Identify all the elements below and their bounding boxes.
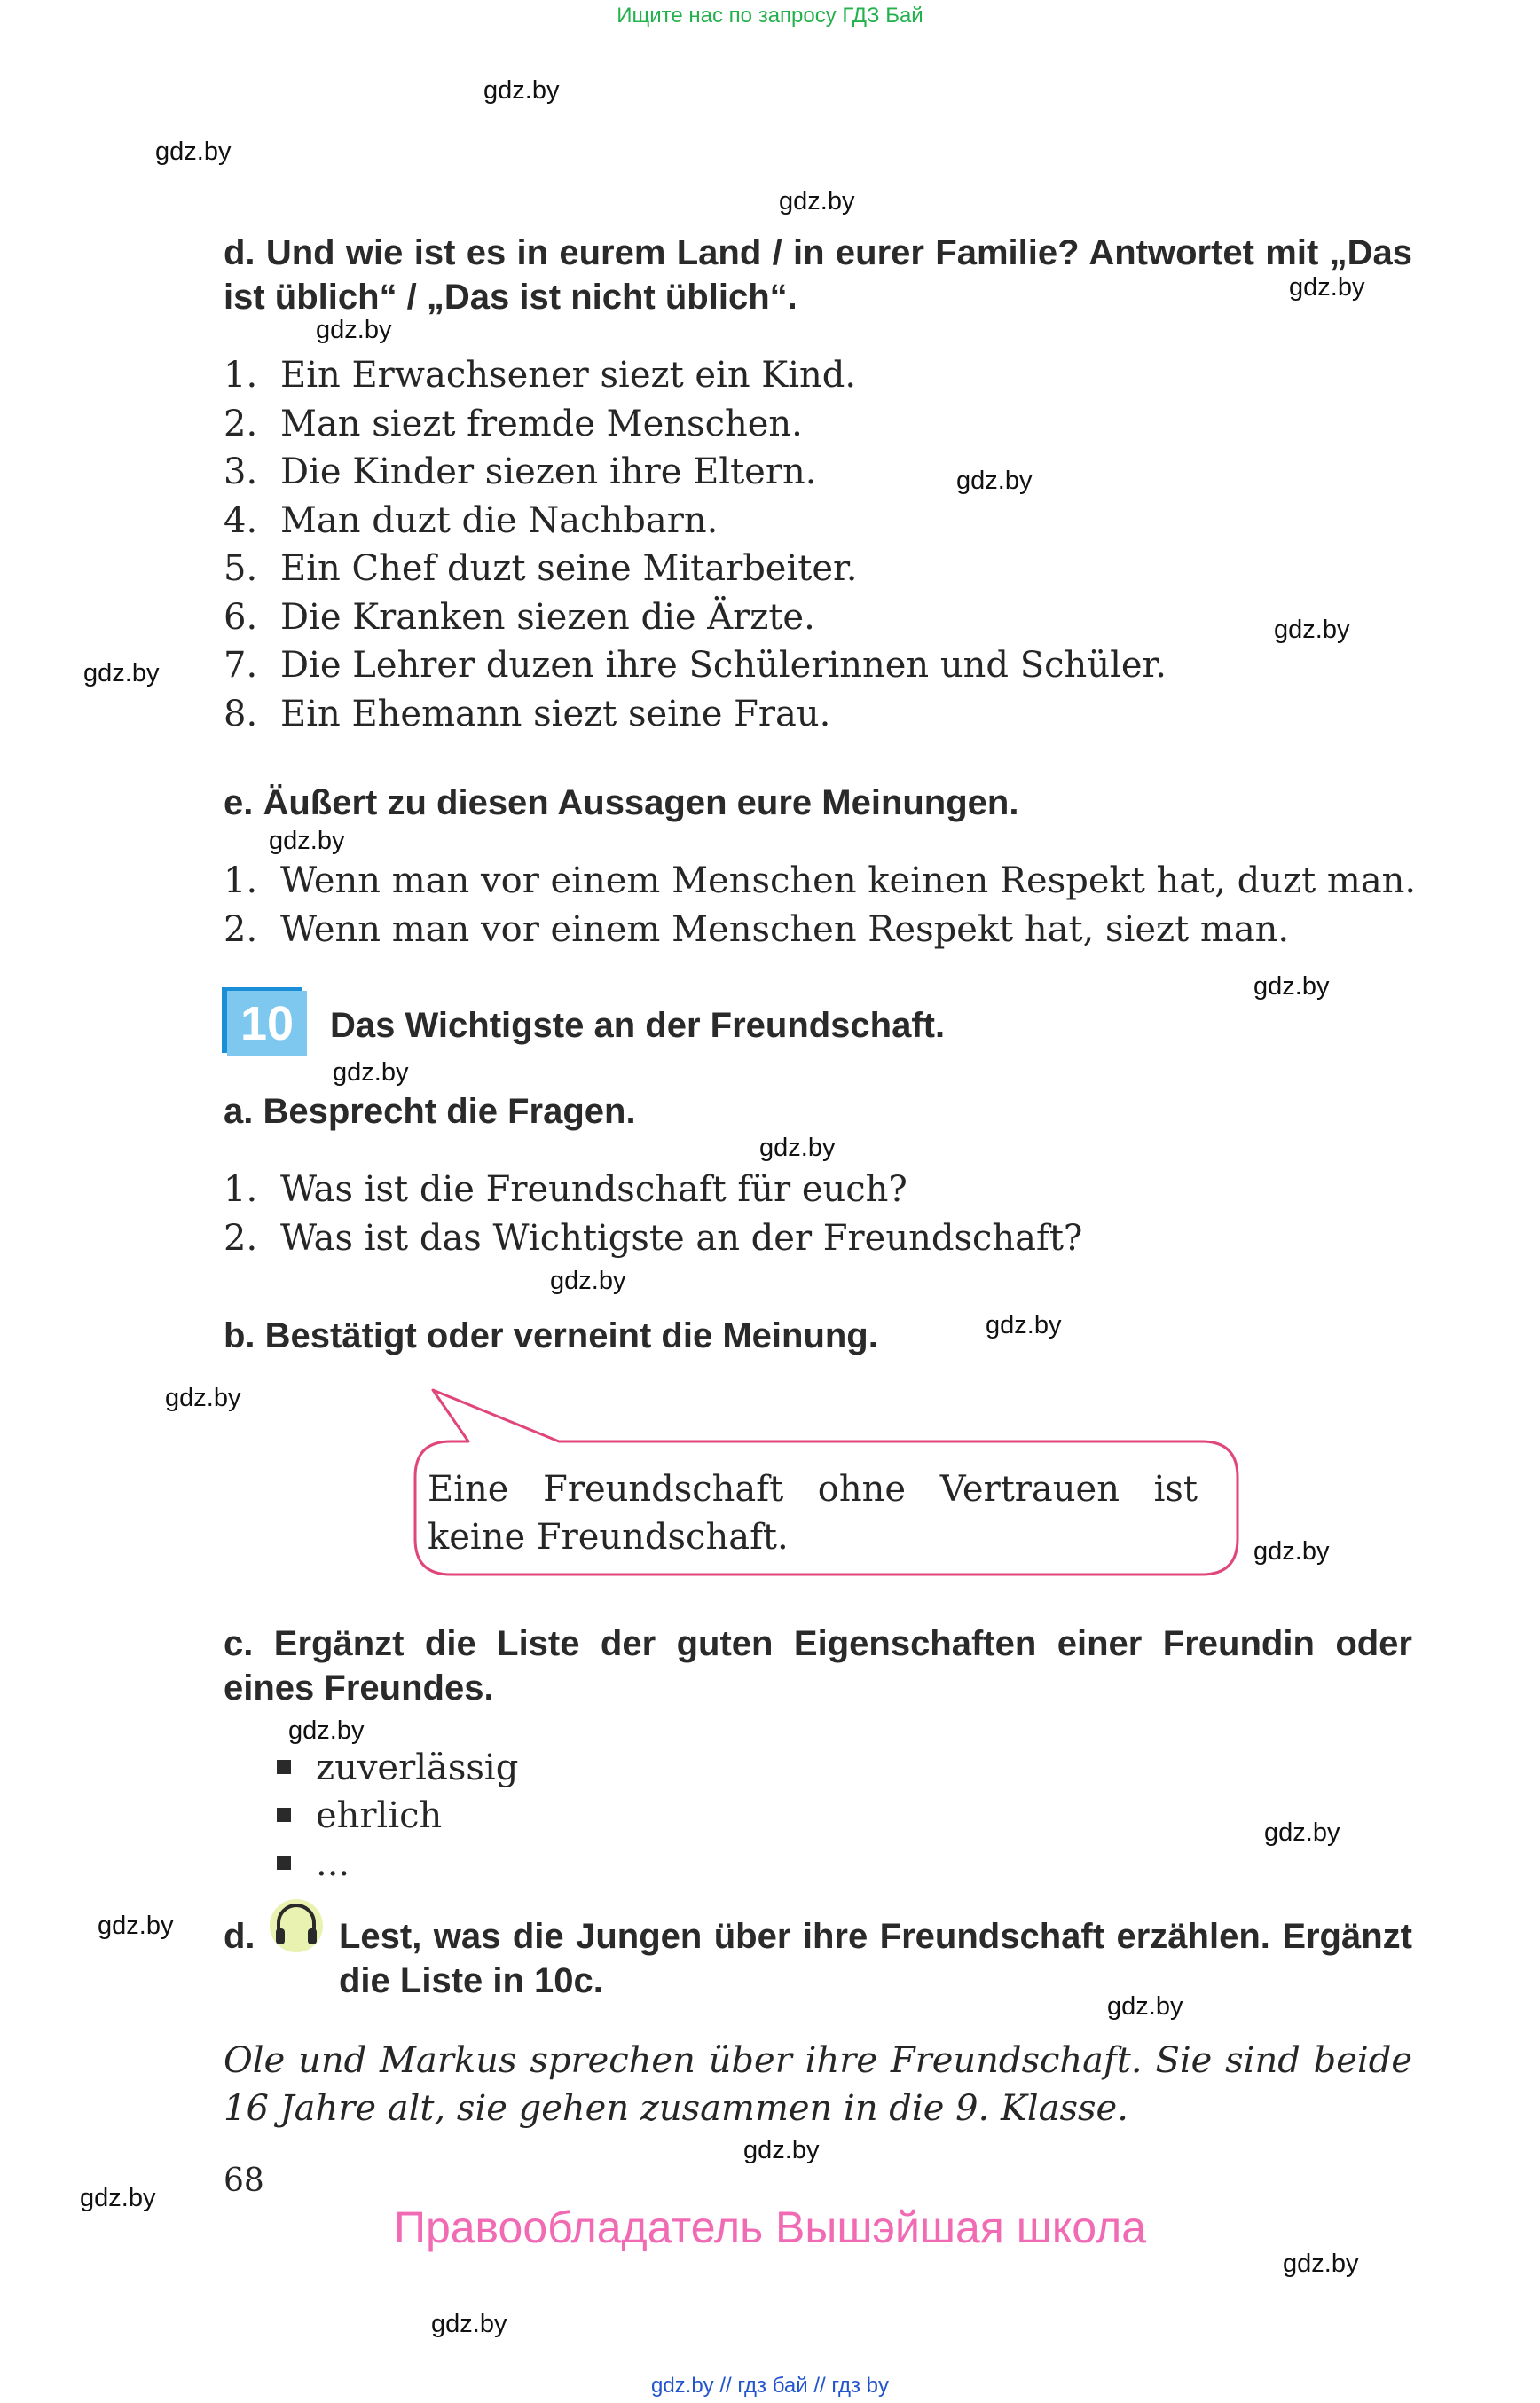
exercise-10b-instruction: b. Bestätigt oder verneint die Meinung. bbox=[224, 1316, 878, 1355]
watermark: gdz.by bbox=[779, 187, 855, 216]
top-banner: Ищите нас по запросу ГДЗ Бай bbox=[617, 4, 923, 27]
watermark: gdz.by bbox=[1283, 2250, 1359, 2278]
watermark: gdz.by bbox=[743, 2136, 820, 2164]
list-item: zuverlässig bbox=[277, 1744, 518, 1792]
watermark: gdz.by bbox=[1107, 1992, 1183, 2021]
list-item: ehrlich bbox=[277, 1792, 518, 1840]
list-item: 6. Die Kranken siezen die Ärzte. bbox=[224, 596, 815, 638]
watermark: gdz.by bbox=[269, 827, 345, 855]
watermark: gdz.by bbox=[288, 1716, 365, 1745]
watermark: gdz.by bbox=[1274, 616, 1350, 644]
exercise-10c-list bbox=[277, 1744, 518, 1888]
watermark: gdz.by bbox=[155, 137, 232, 166]
watermark: gdz.by bbox=[986, 1311, 1062, 1339]
section-d-list bbox=[224, 351, 1167, 738]
list-item: 1. Was ist die Freundschaft für euch? bbox=[224, 1169, 908, 1210]
watermark: gdz.by bbox=[1289, 273, 1365, 302]
list-item: 8. Ein Ehemann siezt seine Frau. bbox=[224, 693, 831, 734]
list-item: 3. Die Kinder siezen ihre Eltern. bbox=[224, 452, 817, 492]
exercise-10a-list bbox=[224, 1166, 1082, 1262]
page-number: 68 bbox=[224, 2163, 264, 2199]
list-item: 2. Was ist das Wichtigste an der Freundschaft? bbox=[224, 1217, 1083, 1259]
exercise-10a-instruction: a. Besprecht die Fragen. bbox=[224, 1092, 636, 1131]
list-item: 4. Man duzt die Nachbarn. bbox=[224, 499, 719, 541]
list-item: 2. Man siezt fremde Menschen. bbox=[224, 403, 803, 444]
exercise-10c-instruction: c. Ergänzt die Liste der guten Eigenschaften einer Freundin oder eines Freundes. bbox=[224, 1624, 1412, 1708]
watermark: gdz.by bbox=[80, 2184, 156, 2212]
exercise-10d-text: Ole und Markus sprechen über ihre Freundschaft. Sie sind beide 16 Jahre alt, sie gehen zusammen in die 9. Klasse. bbox=[224, 2040, 1412, 2129]
list-item: 5. Ein Chef duzt seine Mitarbeiter. bbox=[224, 548, 858, 589]
list-item: 1. Wenn man vor einem Menschen keinen Respekt hat, duzt man. bbox=[224, 860, 1417, 901]
watermark: gdz.by bbox=[483, 76, 560, 105]
watermark: gdz.by bbox=[431, 2310, 507, 2338]
list-item: 1. Ein Erwachsener siezt ein Kind. bbox=[224, 355, 857, 396]
list-item: 2. Wenn man vor einem Menschen Respekt hat, siezt man. bbox=[224, 908, 1290, 950]
section-e-instruction: e. Äußert zu diesen Aussagen eure Meinungen. bbox=[224, 783, 1019, 822]
exercise-number: 10 bbox=[227, 991, 307, 1056]
list-item: ... bbox=[277, 1840, 518, 1888]
exercise-10d-label: d. bbox=[224, 1917, 255, 1956]
exercise-title: Das Wichtigste an der Freundschaft. bbox=[330, 1006, 946, 1045]
watermark: gdz.by bbox=[550, 1267, 626, 1295]
bubble-text: Eine Freundschaft ohne Vertrauen ist keine Freundschaft. bbox=[428, 1469, 1198, 1558]
footer-links: gdz.by // гдз бай // гдз by bbox=[650, 2374, 890, 2398]
watermark: gdz.by bbox=[83, 659, 160, 687]
exercise-10d-instruction: Lest, was die Jungen über ihre Freundschaft erzählen. Ergänzt die Liste in 10c. bbox=[339, 1917, 1412, 2000]
headphones-icon bbox=[268, 1896, 325, 1955]
watermark: gdz.by bbox=[1264, 1818, 1340, 1847]
watermark: gdz.by bbox=[1253, 1537, 1330, 1566]
watermark: gdz.by bbox=[165, 1384, 241, 1412]
exercise-number-badge bbox=[222, 987, 307, 1056]
watermark: gdz.by bbox=[98, 1912, 174, 1940]
watermark: gdz.by bbox=[333, 1058, 409, 1087]
watermark: gdz.by bbox=[1253, 972, 1330, 1001]
watermark: gdz.by bbox=[759, 1134, 836, 1162]
copyright-notice: Правообладатель Вышэйшая школа bbox=[394, 2203, 1146, 2252]
section-e-list bbox=[224, 857, 1416, 954]
watermark: gdz.by bbox=[956, 467, 1033, 495]
list-item: 7. Die Lehrer duzen ihre Schülerinnen und Schüler. bbox=[224, 645, 1167, 686]
watermark: gdz.by bbox=[316, 316, 392, 344]
section-d-instruction: d. Und wie ist es in eurem Land / in eurer Familie? Antwortet mit „Das ist üblich“ / „Das ist nicht üblich“. bbox=[224, 233, 1412, 317]
